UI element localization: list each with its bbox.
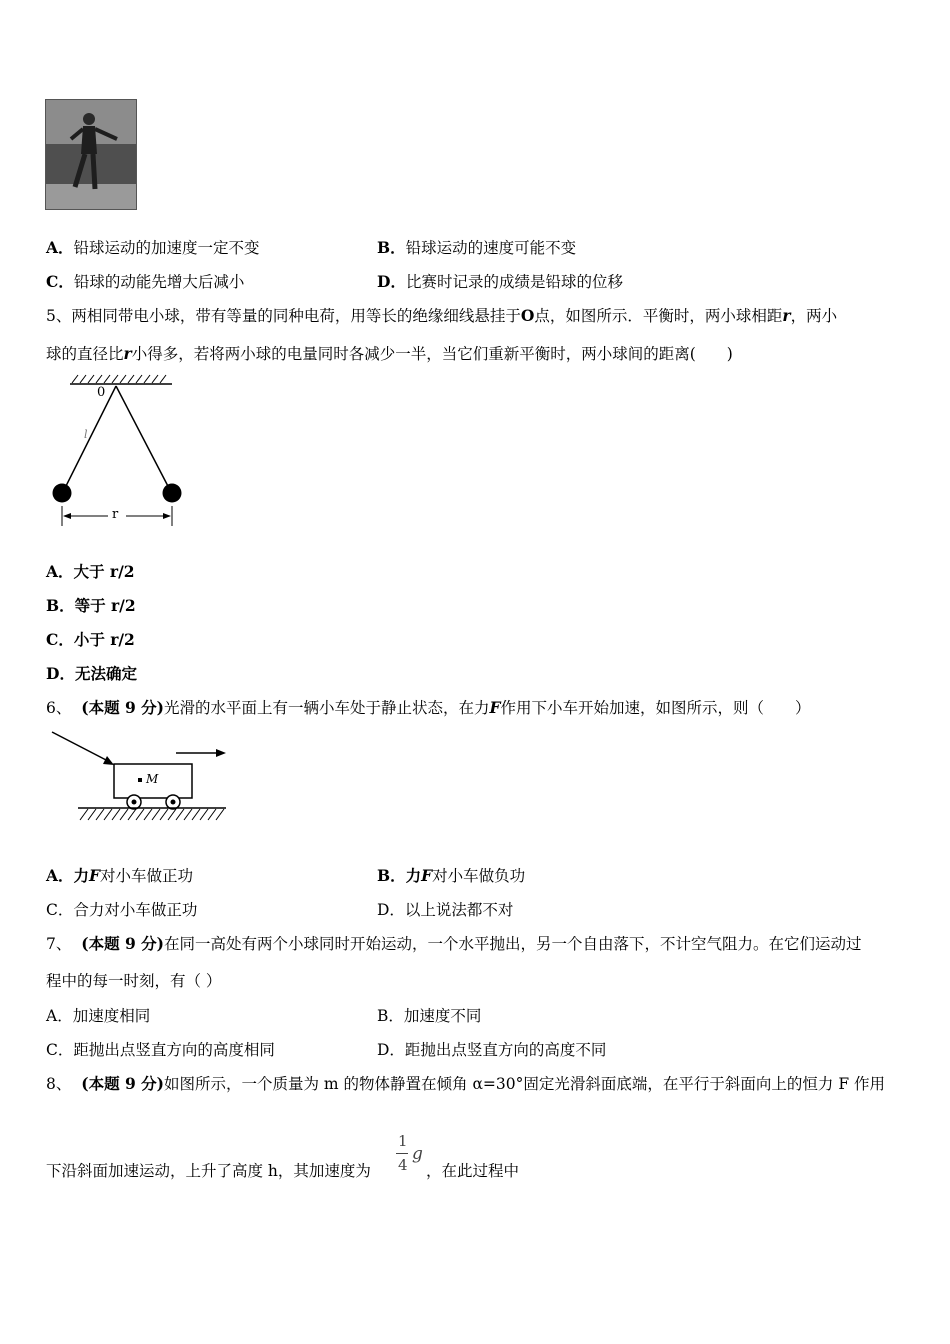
q6-option-c: C．合力对小车做正功 bbox=[46, 901, 198, 919]
q4-option-c bbox=[46, 270, 244, 292]
option-text: 铅球运动的加速度一定不变 bbox=[73, 239, 260, 257]
option-text: 对小车做负功 bbox=[432, 867, 526, 885]
q5-option-b: B．等于 r/2 bbox=[46, 596, 136, 615]
q5-stem-line1 bbox=[46, 304, 837, 326]
stem-text: 小得多，若将两小球的电量同时各减少一半，当它们重新平衡时，两小球间的距离( ) bbox=[131, 345, 733, 363]
option-text: A．力 bbox=[46, 866, 90, 885]
stem-text: 光滑的水平面上有一辆小车处于静止状态，在力 bbox=[163, 699, 490, 717]
string-label: l bbox=[84, 428, 88, 441]
option-text: 铅球的动能先增大后减小 bbox=[73, 273, 245, 291]
q8-stem-line2 bbox=[46, 1159, 371, 1181]
gravity-symbol: g bbox=[412, 1144, 423, 1164]
stem-var: r bbox=[782, 306, 791, 325]
q6-option-a bbox=[46, 864, 193, 886]
option-text: 对小车做正功 bbox=[100, 867, 194, 885]
stem-text: 作用下小车开始加速，如图所示，则（ ） bbox=[500, 699, 811, 717]
mass-label: M bbox=[146, 772, 159, 786]
distance-label: r bbox=[112, 507, 119, 522]
shot-put-photo bbox=[45, 99, 137, 210]
score-label: (本题 9 分) bbox=[81, 698, 164, 717]
stem-text: 两相同带电小球，带有等量的同种电荷，用等长的绝缘细线悬挂于 bbox=[71, 307, 521, 325]
fraction-numerator: 1 bbox=[398, 1132, 408, 1150]
q7-option-a: A．加速度相同 bbox=[46, 1007, 151, 1025]
fraction-denominator: 4 bbox=[398, 1156, 408, 1174]
q4-option-d bbox=[377, 270, 623, 292]
stem-var: r bbox=[123, 344, 132, 363]
pivot-label: 0 bbox=[97, 385, 106, 400]
stem-text: 如图所示，一个质量为 m 的物体静置在倾角 α=30°固定光滑斜面底端，在平行于斜面向上的恒力 F 作用 bbox=[163, 1075, 886, 1093]
q8-stem-line2-end: ，在此过程中 bbox=[426, 1162, 520, 1180]
question-number: 7、 bbox=[46, 935, 72, 953]
stem-text: 下沿斜面加速运动，上升了高度 h，其加速度为 bbox=[46, 1162, 371, 1180]
option-letter: C． bbox=[46, 272, 74, 291]
stem-text: 点，如图所示．平衡时，两小球相距 bbox=[534, 307, 783, 325]
fraction-quarter-g bbox=[392, 1132, 428, 1180]
q7-option-c: C．距抛出点竖直方向的高度相同 bbox=[46, 1041, 275, 1059]
question-number: 6、 bbox=[46, 699, 72, 717]
stem-text: O bbox=[520, 306, 535, 325]
question-number: 8、 bbox=[46, 1075, 72, 1093]
stem-text: ，两小 bbox=[790, 307, 838, 325]
q7-stem-line1 bbox=[46, 932, 862, 954]
option-letter: D． bbox=[377, 272, 406, 291]
fraction-bar bbox=[396, 1153, 408, 1154]
option-text: 比赛时记录的成绩是铅球的位移 bbox=[405, 273, 623, 291]
option-text: 铅球运动的速度可能不变 bbox=[405, 239, 577, 257]
q5-stem-line2 bbox=[46, 342, 733, 364]
question-number: 5、 bbox=[46, 307, 72, 325]
q8-stem-line1 bbox=[46, 1072, 885, 1094]
option-var: F bbox=[421, 866, 433, 885]
option-letter: B． bbox=[377, 238, 406, 257]
q6-option-d: D．以上说法都不对 bbox=[377, 901, 514, 919]
score-label: (本题 9 分) bbox=[81, 1074, 164, 1093]
q5-figure bbox=[46, 372, 186, 532]
score-label: (本题 9 分) bbox=[81, 934, 164, 953]
stem-var: F bbox=[489, 698, 501, 717]
option-text: B．力 bbox=[377, 866, 422, 885]
q5-option-a: A．大于 r/2 bbox=[46, 562, 135, 581]
q7-stem-line2: 程中的每一时刻，有（ ） bbox=[46, 972, 222, 990]
stem-text: 在同一高处有两个小球同时开始运动，一个水平抛出，另一个自由落下，不计空气阻力。在它们运动过 bbox=[163, 935, 862, 953]
q7-option-b: B．加速度不同 bbox=[377, 1007, 482, 1025]
option-letter: A． bbox=[46, 238, 74, 257]
q4-option-b bbox=[377, 236, 576, 258]
stem-text: 球的直径比 bbox=[46, 345, 124, 363]
q4-option-a bbox=[46, 236, 260, 258]
q6-stem bbox=[46, 696, 811, 718]
q6-figure bbox=[46, 728, 232, 824]
option-var: F bbox=[89, 866, 101, 885]
q5-option-c: C．小于 r/2 bbox=[46, 630, 135, 649]
q5-option-d: D．无法确定 bbox=[46, 664, 137, 683]
q6-option-b bbox=[377, 864, 525, 886]
q7-option-d: D．距抛出点竖直方向的高度不同 bbox=[377, 1041, 607, 1059]
